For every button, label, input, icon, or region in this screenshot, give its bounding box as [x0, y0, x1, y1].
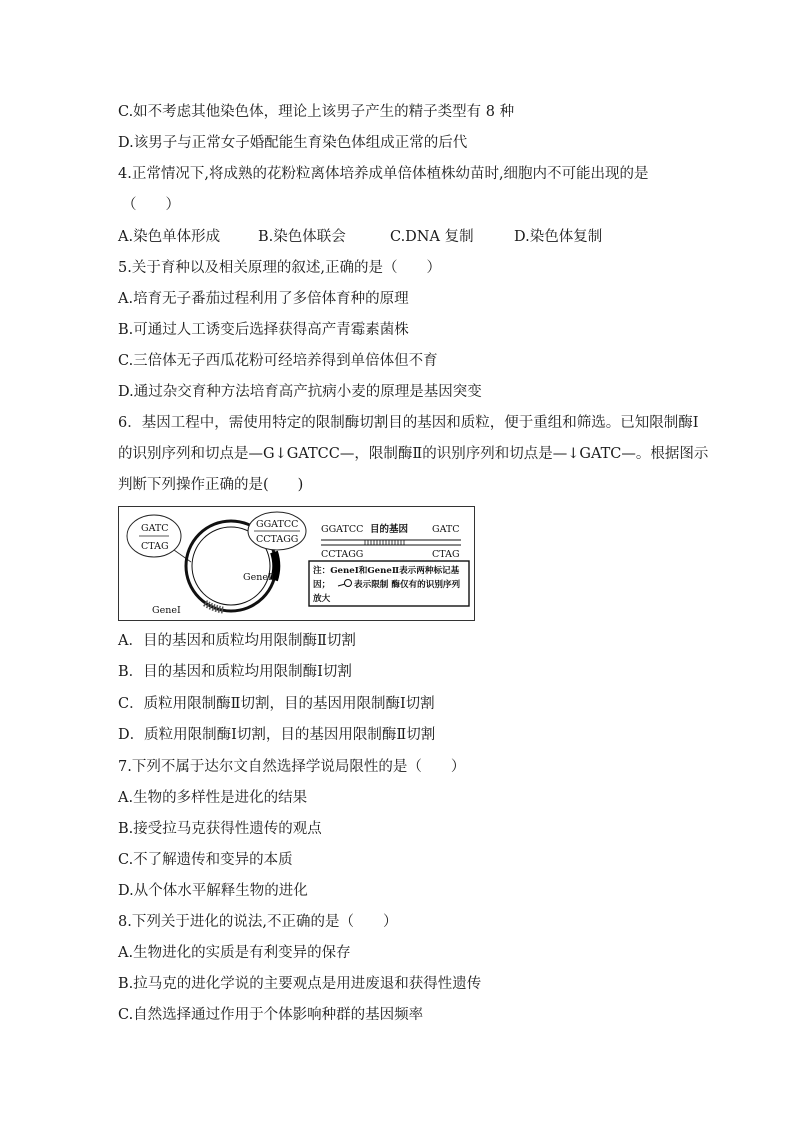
- target-gene-title: 目的基因: [370, 524, 409, 535]
- question-8: 8.下列关于进化的说法,不正确的是（ ）: [118, 914, 398, 930]
- gene-2-label: GeneⅡ: [243, 572, 275, 583]
- question-4-paren: （ ）: [122, 197, 180, 213]
- plasmid-diagram: [118, 506, 475, 621]
- option-3c: C.如不考虑其他染色体，理论上该男子产生的精子类型有 8 种: [118, 104, 515, 120]
- option-4b: B.染色体联会: [258, 229, 346, 245]
- option-7a: A.生物的多样性是进化的结果: [118, 790, 308, 806]
- target-top-left: GGATCC: [321, 524, 364, 535]
- left-bubble-bottom-text: CTAG: [141, 541, 169, 552]
- option-5a: A.培育无子番茄过程利用了多倍体育种的原理: [118, 291, 409, 307]
- question-7: 7.下列不属于达尔文自然选择学说局限性的是（ ）: [118, 759, 466, 775]
- target-bottom-left: CCTAGG: [321, 549, 364, 560]
- option-7d: D.从个体水平解释生物的进化: [118, 883, 308, 899]
- option-5b: B.可通过人工诱变后选择获得高产青霉素菌株: [118, 322, 409, 338]
- option-5c: C.三倍体无子西瓜花粉可经培养得到单倍体但不育: [118, 353, 438, 369]
- option-3d: D.该男子与正常女子婚配能生育染色体组成正常的后代: [118, 135, 468, 151]
- option-6a: A．目的基因和质粒均用限制酶Ⅱ切割: [118, 633, 356, 649]
- option-7b: B.接受拉马克获得性遗传的观点: [118, 821, 322, 837]
- target-top-right: GATC: [432, 524, 460, 535]
- option-8b: B.拉马克的进化学说的主要观点是用进废退和获得性遗传: [118, 976, 482, 992]
- option-6b: B．目的基因和质粒均用限制酶Ⅰ切割: [118, 664, 352, 680]
- option-4c: C.DNA 复制: [390, 229, 474, 245]
- option-5d: D.通过杂交育种方法培育高产抗病小麦的原理是基因突变: [118, 384, 482, 400]
- question-6-line3: 判断下列操作正确的是( ): [118, 477, 304, 493]
- question-6-line2: 的识别序列和切点是—G↓GATCC—，限制酶Ⅱ的识别序列和切点是—↓GATC—。根据图示: [118, 446, 709, 462]
- option-6c: C．质粒用限制酶Ⅱ切割，目的基因用限制酶Ⅰ切割: [118, 696, 435, 712]
- target-bottom-right: CTAG: [432, 549, 460, 560]
- option-6d: D．质粒用限制酶Ⅰ切割，目的基因用限制酶Ⅱ切割: [118, 727, 436, 743]
- option-4a: A.染色单体形成: [118, 229, 221, 245]
- question-5: 5.关于育种以及相关原理的叙述,正确的是（ ）: [118, 260, 441, 276]
- note-line-3: 放大: [313, 594, 331, 604]
- option-7c: C.不了解遗传和变异的本质: [118, 852, 293, 868]
- note-line-2b: 表示限制 酶仅有的识别序列: [354, 580, 461, 590]
- option-8c: C.自然选择通过作用于个体影响种群的基因频率: [118, 1007, 424, 1023]
- note-line-1: 注：GeneⅠ和GeneⅡ表示两种标记基: [313, 566, 460, 576]
- right-bubble-top-text: GGATCC: [256, 519, 299, 530]
- gene-1-label: GeneⅠ: [152, 605, 181, 616]
- target-gene-stripes: [365, 540, 404, 545]
- option-8a: A.生物进化的实质是有利变异的保存: [118, 945, 351, 961]
- option-4d: D.染色体复制: [514, 229, 603, 245]
- question-4-options: [118, 227, 718, 247]
- right-bubble-bottom-text: CCTAGG: [256, 534, 299, 545]
- left-bubble-top-text: GATC: [141, 523, 169, 534]
- question-4: 4.正常情况下,将成熟的花粉粒离体培养成单倍体植株幼苗时,细胞内不可能出现的是: [118, 166, 649, 182]
- note-line-2: 因；: [313, 580, 331, 590]
- question-6-line1: 6．基因工程中，需使用特定的限制酶切割目的基因和质粒，便于重组和筛选。已知限制酶Ⅰ: [118, 415, 699, 431]
